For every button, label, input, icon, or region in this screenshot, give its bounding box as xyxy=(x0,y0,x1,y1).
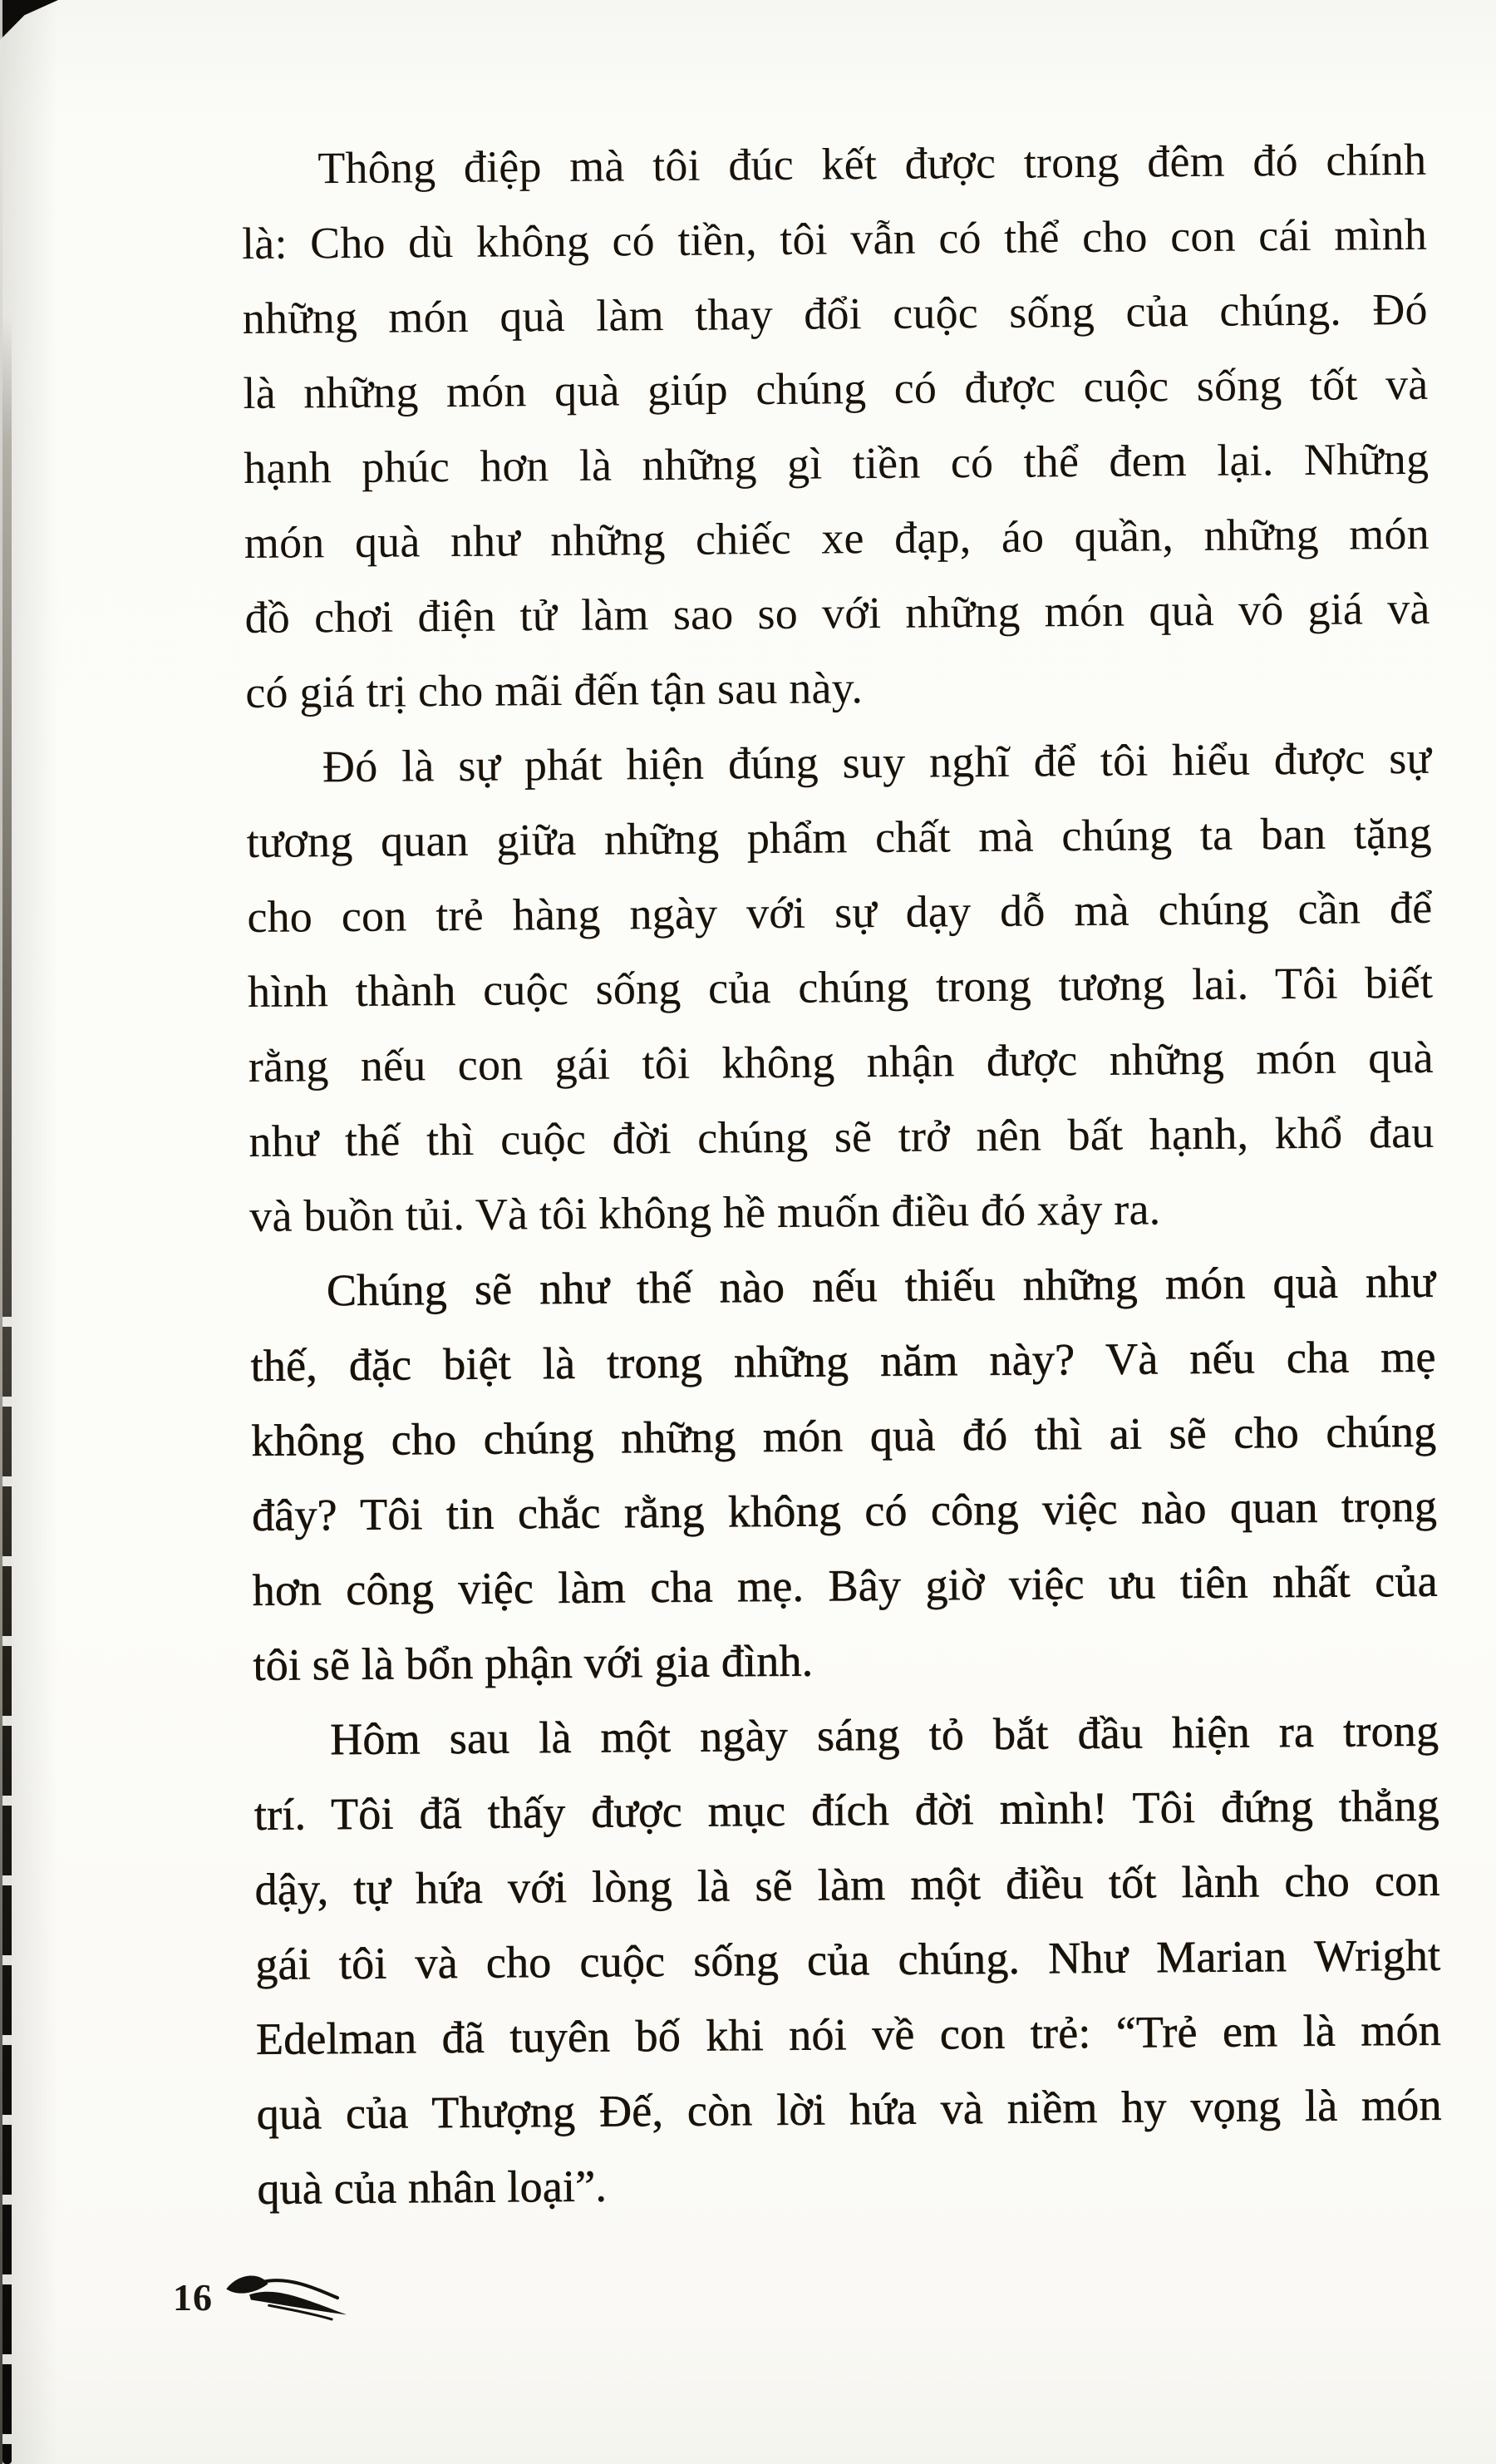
text-line: như thế thì cuộc đời chúng sẽ trở nên bất hạnh, khổ đau xyxy=(249,1106,1434,1166)
paragraph xyxy=(253,1693,1443,2226)
text-line: là những món quà giúp chúng có được cuộc sống tốt và xyxy=(243,358,1429,418)
text-line: đây? Tôi tin chắc rằng không có công việc nào quan trọng xyxy=(251,1481,1438,1540)
ink-flourish-icon xyxy=(215,2264,359,2331)
scan-edge-dashes xyxy=(2,1247,12,2464)
text-line: tôi sẽ là bổn phận với gia đình. xyxy=(253,1635,814,1690)
scan-edge-strip xyxy=(0,0,18,2464)
page-footer xyxy=(173,2266,357,2328)
text-line: đồ chơi điện tử làm sao so với những món quà vô giá và xyxy=(244,583,1430,643)
text-line: là: Cho dù không có tiền, tôi vẫn có thể cho con cái mình xyxy=(241,209,1428,269)
text-line: Hôm sau là một ngày sáng tỏ bắt đầu hiện ra trong xyxy=(329,1705,1439,1765)
text-line: Edelman đã tuyên bố khi nói về con trẻ: “Trẻ em là món xyxy=(255,2004,1442,2064)
paragraph xyxy=(246,721,1435,1254)
text-line: món quà như những chiếc xe đạp, áo quần, những món xyxy=(244,508,1430,568)
text-line: gái tôi và cho cuộc sống của chúng. Như Marian Wright xyxy=(255,1929,1441,1989)
text-line: hình thành cuộc sống của chúng trong tương lai. Tôi biết xyxy=(247,957,1434,1017)
text-line: những món quà làm thay đổi cuộc sống của chúng. Đó xyxy=(242,283,1428,343)
text-line: không cho chúng những món quà đó thì ai sẽ cho chúng xyxy=(251,1406,1437,1466)
page-number: 16 xyxy=(173,2276,213,2319)
text-block xyxy=(241,122,1443,2226)
text-line: tương quan giữa những phẩm chất mà chúng ta ban tặng xyxy=(246,807,1432,867)
text-line: có giá trị cho mãi đến tận sau này. xyxy=(245,663,864,717)
text-line: trí. Tôi đã thấy được mục đích đời mình! Tôi đứng thẳng xyxy=(253,1780,1440,1840)
text-line: Chúng sẽ như thế nào nếu thiếu những món quà như xyxy=(326,1256,1436,1316)
text-line: quà của Thượng Đế, còn lời hứa và niềm hy vọng là món xyxy=(256,2079,1442,2139)
paragraph xyxy=(250,1244,1439,1703)
paragraph xyxy=(241,122,1431,730)
text-line: hạnh phúc hơn là những gì tiền có thể đem lại. Những xyxy=(243,433,1430,493)
text-line: rằng nếu con gái tôi không nhận được những món quà xyxy=(248,1032,1434,1092)
text-line: Đó là sự phát hiện đúng suy nghĩ để tôi hiểu được sự xyxy=(322,732,1432,792)
text-line: cho con trẻ hàng ngày với sự dạy dỗ mà chúng cần để xyxy=(247,882,1433,942)
text-line: và buồn tủi. Và tôi không hề muốn điều đó xảy ra. xyxy=(249,1184,1161,1241)
text-line: hơn công việc làm cha mẹ. Bây giờ việc ưu tiên nhất của xyxy=(252,1555,1438,1615)
text-line: quà của nhân loại”. xyxy=(257,2161,608,2214)
text-line: Thông điệp mà tôi đúc kết được trong đêm đó chính xyxy=(317,134,1427,194)
text-line: dậy, tự hứa với lòng là sẽ làm một điều tốt lành cho con xyxy=(254,1855,1440,1915)
text-line: thế, đặc biệt là trong những năm này? Và nếu cha mẹ xyxy=(250,1331,1436,1391)
